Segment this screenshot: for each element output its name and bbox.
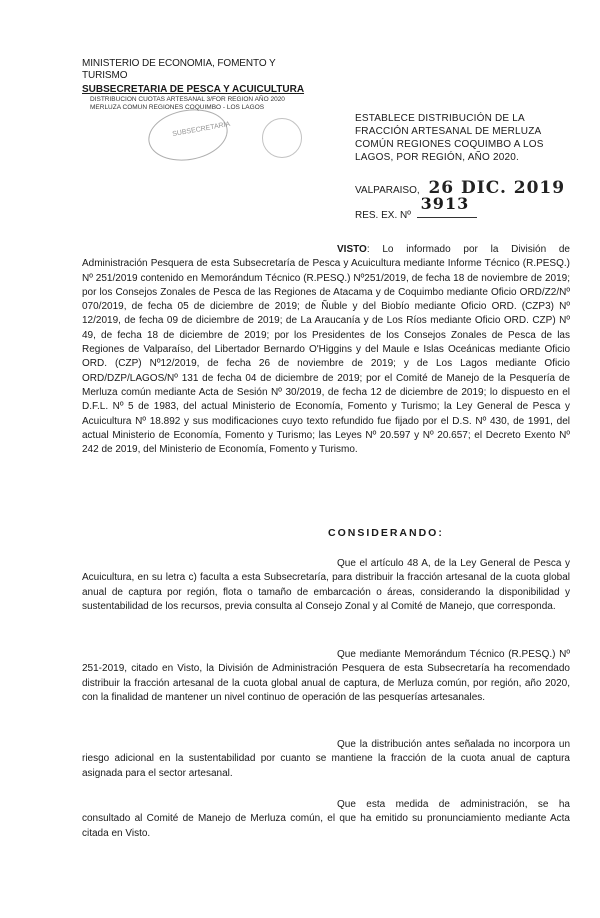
round-seal-icon [262,118,302,158]
visto-label: VISTO [337,244,367,255]
document-title: ESTABLECE DISTRIBUCIÓN DE LA FRACCIÓN ARTESANAL DE MERLUZA COMÚN REGIONES COQUIMBO A LOS LAGOS, POR REGIÓN, AÑO 2020. [355,113,544,163]
handwritten-date: 26 DIC. 2019 [428,178,566,198]
place: VALPARAISO, [355,185,420,196]
ministry-name: MINISTERIO DE ECONOMIA, FOMENTO Y TURISMO [82,58,276,81]
considerando-paragraph-3: Que la distribución antes señalada no incorpora un riesgo adicional en la sustentabilidad por cuanto se mantiene la fracción de la cuota anual de captura asignada para el sector artesanal. [82,739,570,779]
considerando-heading: CONSIDERANDO: [328,527,444,539]
reference-line-2: MERLUZA COMUN REGIONES COQUIMBO - LOS LAGOS [90,104,265,111]
resolution-number-field [417,194,477,218]
considerando-paragraph-1: Que el artículo 48 A, de la Ley General de Pesca y Acuicultura, en su letra c) faculta a esta Subsecretaría, para distribuir la fracción artesanal de la cuota global anual de captura por región, flota o tamaño de embarcación o áreas, considerando la disponibilidad y sustentabilidad de los recursos, previa consulta al Consejo Zonal y al Comité de Manejo, que corresponda. [82,558,570,612]
considerando-paragraph-2: Que mediante Memorándum Técnico (R.PESQ.) Nº 251-2019, citado en Visto, la División de Administración Pesquera de esta Subsecretaría ha recomendado distribuir la fracción artesanal de la cuota global anual de captura, de Merluza común, por región, año 2020, con la finalidad de mantener un nivel continuo de operación de las pesquerías artesanales. [82,649,570,703]
stamp-text: SUBSECRETARIA [171,120,231,139]
subsecretaria-name: SUBSECRETARIA DE PESCA Y ACUICULTURA [82,84,305,95]
resolution-label: RES. EX. Nº [355,210,411,221]
visto-text: : Lo informado por la División de Administración Pesquera de esta Subsecretaría de Pesca y Acuicultura mediante Informe Técnico (R.PESQ.) Nº 251/2019 contenido en Memorándum Técnico (R.PESQ.) Nº251/2019, de fecha 18 de noviembre de 2019; por los Consejos Zonales de Pesca de las Regiones de Atacama y de Coquimbo mediante Oficio ORD/Z2/Nº 070/2019, de fecha 05 de diciembre de 2019; de Ñuble y del Biobío mediante Oficio ORD. (CZP3) Nº 12/2019, de fecha 09 de diciembre de 2019; de La Araucanía y de Los Ríos mediante Oficio ORD. CZP) Nº 49, de fecha 18 de diciembre de 2019; por los Presidentes de los Consejos Zonales de Pesca de las Regiones de Valparaíso, del Libertador Bernardo O'Higgins y del Maule e Islas Oceánicas mediante Oficio ORD. (CZP) Nº12/2019, de fecha 26 de noviembre de 2019; y de Los Lagos mediante Oficio ORD/DZP/LAGOS/Nº 131 de fecha 04 de diciembre de 2019; por el Comité de Manejo de la Pesquería de Merluza común mediante Acta de Sesión Nº 30/2019, de fecha 12 de diciembre de 2019; lo dispuesto en el D.F.L. Nº 5 de 1983, del actual Ministerio de Economía, Fomento y Turismo; la Ley General de Pesca y Acuicultura Nº 18.892 y sus modificaciones cuyo texto refundido fue fijado por el D.S. Nº 430, de 1991, del actual Ministerio de Economía, Fomento y Turismo; las Leyes Nº 20.597 y Nº 20.657; el Decreto Exento Nº 242 de 2019, del Ministerio de Economía, Fomento y Turismo. [82,244,570,456]
letterhead [82,58,312,112]
resolution-line [355,194,477,221]
resolution-number: 3913 [420,194,470,213]
reference-line-1: DISTRIBUCION CUOTAS ARTESANAL 3/FOR REGION AÑO 2020 [90,96,285,103]
visto-paragraph [82,243,570,457]
considerando-paragraph-4: Que esta medida de administración, se ha consultado al Comité de Manejo de Merluza común, el que ha emitido su pronunciamiento mediante Acta citada en Visto. [82,799,570,839]
